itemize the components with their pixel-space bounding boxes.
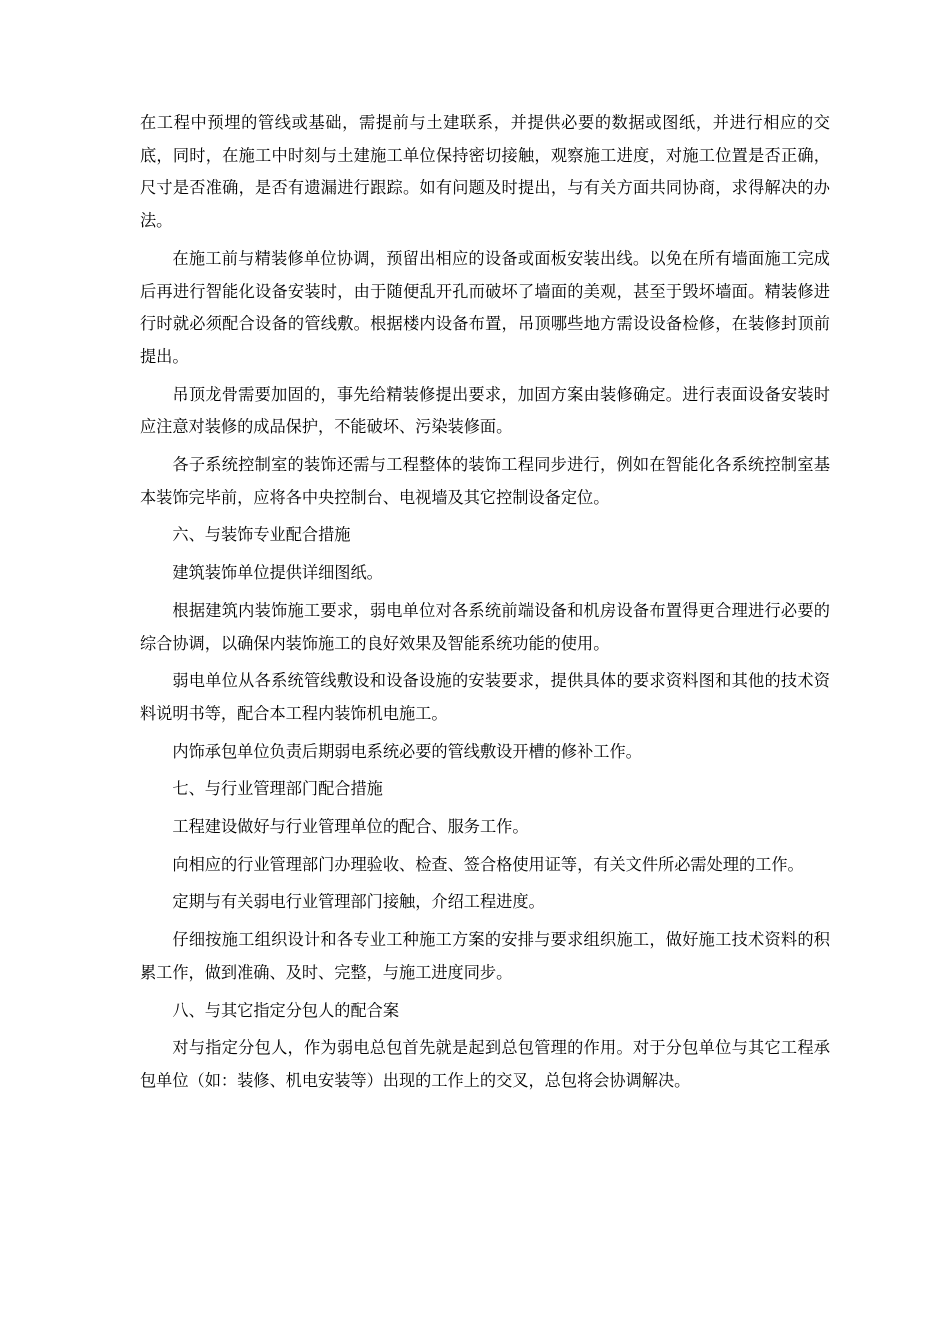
paragraph-layout-coordination: 根据建筑内装饰施工要求，弱电单位对各系统前端设备和机房设备布置得更合理进行必要的综合协调，以确保内装饰施工的良好效果及智能系统功能的使用。 bbox=[140, 600, 830, 653]
paragraph-subcontractor-management: 对与指定分包人，作为弱电总包首先就是起到总包管理的作用。对于分包单位与其它工程承包单位（如：装修、机电安装等）出现的工作上的交叉，总包将会协调解决。 bbox=[140, 1038, 830, 1090]
paragraph-detailed-drawings: 建筑装饰单位提供详细图纸。 bbox=[172, 563, 383, 583]
document-body bbox=[140, 107, 830, 1098]
paragraph-acceptance-procedures: 向相应的行业管理部门办理验收、检查、签合格使用证等，有关文件所必需处理的工作。 bbox=[172, 854, 804, 874]
section-heading-subcontractors: 八、与其它指定分包人的配合案 bbox=[172, 1000, 400, 1020]
paragraph-coordination-decoration: 在施工前与精装修单位协调，预留出相应的设备或面板安装出线。以免在所有墙面施工完成后再进行智能化设备安装时，由于随便乱开孔而破坏了墙面的美观，甚至于毁坏墙面。精装修进行时就必须配合设备的管线敷。根据楼内设备布置，吊顶哪些地方需设设备检修，在装修封顶前提出。 bbox=[140, 248, 830, 366]
paragraph-repair-work: 内饰承包单位负责后期弱电系统必要的管线敷设开槽的修补工作。 bbox=[172, 741, 642, 761]
paragraph-industry-service: 工程建设做好与行业管理单位的配合、服务工作。 bbox=[172, 817, 529, 837]
paragraph-technical-materials: 弱电单位从各系统管线敷设和设备设施的安装要求，提供具体的要求资料图和其他的技术资料说明书等，配合本工程内装饰机电施工。 bbox=[140, 671, 830, 723]
paragraph-progress-report: 定期与有关弱电行业管理部门接触，介绍工程进度。 bbox=[172, 892, 545, 912]
paragraph-control-room: 各子系统控制室的装饰还需与工程整体的装饰工程同步进行，例如在智能化各系统控制室基本装饰完毕前，应将各中央控制台、电视墙及其它控制设备定位。 bbox=[140, 455, 830, 507]
paragraph-construction-organization: 仔细按施工组织设计和各专业工种施工方案的安排与要求组织施工，做好施工技术资料的积累工作，做到准确、及时、完整，与施工进度同步。 bbox=[140, 930, 830, 982]
section-heading-decoration: 六、与装饰专业配合措施 bbox=[172, 525, 351, 545]
section-heading-industry: 七、与行业管理部门配合措施 bbox=[172, 779, 383, 799]
paragraph-ceiling-reinforcement: 吊顶龙骨需要加固的，事先给精装修提出要求，加固方案由装修确定。进行表面设备安装时应注意对装修的成品保护，不能破坏、污染装修面。 bbox=[140, 384, 830, 437]
paragraph-coordination-civil: 在工程中预埋的管线或基础，需提前与土建联系，并提供必要的数据或图纸，并进行相应的交底，同时，在施工中时刻与土建施工单位保持密切接触，观察施工进度，对施工位置是否正确，尺寸是否准确，是否有遗漏进行跟踪。如有问题及时提出，与有关方面共同协商，求得解决的办法。 bbox=[140, 113, 830, 231]
